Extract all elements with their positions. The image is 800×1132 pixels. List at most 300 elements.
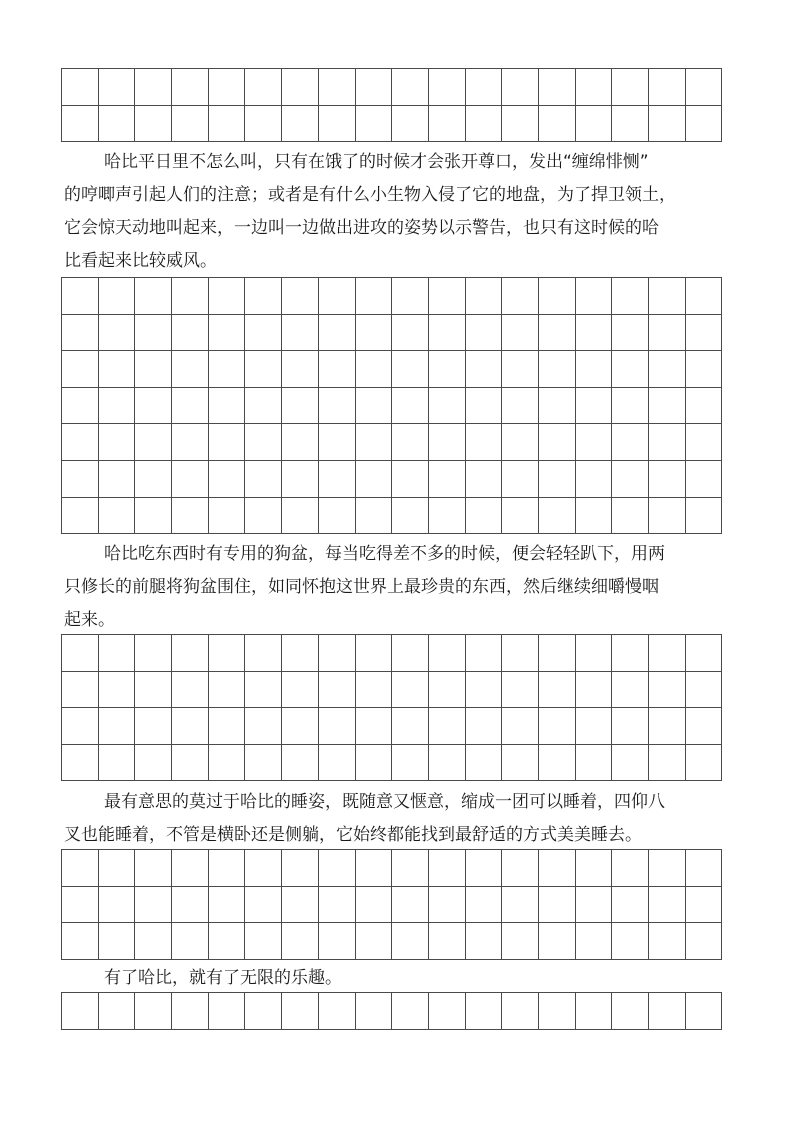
grid-cell[interactable] [355, 635, 392, 672]
grid-cell[interactable] [98, 314, 135, 351]
grid-cell[interactable] [502, 708, 539, 745]
grid-cell[interactable] [538, 635, 575, 672]
grid-cell[interactable] [208, 351, 245, 388]
grid-cell[interactable] [355, 708, 392, 745]
grid-cell[interactable] [318, 708, 355, 745]
grid-cell[interactable] [502, 635, 539, 672]
grid-cell[interactable] [575, 278, 612, 315]
grid-cell[interactable] [245, 744, 282, 781]
grid-cell[interactable] [172, 850, 209, 887]
grid-cell[interactable] [428, 105, 465, 142]
grid-cell[interactable] [649, 635, 686, 672]
grid-cell[interactable] [538, 424, 575, 461]
grid-cell[interactable] [649, 69, 686, 106]
grid-cell[interactable] [392, 105, 429, 142]
grid-cell[interactable] [135, 278, 172, 315]
grid-cell[interactable] [62, 993, 99, 1030]
grid-cell[interactable] [245, 886, 282, 923]
grid-cell[interactable] [282, 387, 319, 424]
grid-cell[interactable] [392, 460, 429, 497]
grid-cell[interactable] [98, 886, 135, 923]
grid-cell[interactable] [685, 744, 722, 781]
grid-cell[interactable] [685, 314, 722, 351]
grid-cell[interactable] [649, 886, 686, 923]
grid-cell[interactable] [208, 460, 245, 497]
grid-cell[interactable] [355, 671, 392, 708]
grid-cell[interactable] [649, 105, 686, 142]
grid-cell[interactable] [612, 850, 649, 887]
grid-cell[interactable] [392, 744, 429, 781]
grid-cell[interactable] [98, 460, 135, 497]
grid-cell[interactable] [575, 69, 612, 106]
grid-cell[interactable] [649, 708, 686, 745]
grid-cell[interactable] [208, 424, 245, 461]
grid-cell[interactable] [538, 387, 575, 424]
grid-cell[interactable] [685, 424, 722, 461]
grid-cell[interactable] [135, 993, 172, 1030]
grid-cell[interactable] [355, 850, 392, 887]
grid-cell[interactable] [428, 69, 465, 106]
grid-cell[interactable] [245, 671, 282, 708]
grid-cell[interactable] [98, 351, 135, 388]
grid-cell[interactable] [612, 744, 649, 781]
grid-cell[interactable] [172, 993, 209, 1030]
grid-cell[interactable] [575, 105, 612, 142]
grid-cell[interactable] [98, 635, 135, 672]
grid-cell[interactable] [172, 671, 209, 708]
grid-cell[interactable] [575, 460, 612, 497]
grid-cell[interactable] [465, 635, 502, 672]
grid-cell[interactable] [135, 387, 172, 424]
grid-cell[interactable] [685, 850, 722, 887]
grid-cell[interactable] [685, 278, 722, 315]
grid-cell[interactable] [392, 708, 429, 745]
grid-cell[interactable] [538, 886, 575, 923]
grid-cell[interactable] [685, 671, 722, 708]
grid-cell[interactable] [318, 351, 355, 388]
grid-cell[interactable] [208, 314, 245, 351]
grid-cell[interactable] [318, 460, 355, 497]
grid-cell[interactable] [318, 635, 355, 672]
grid-cell[interactable] [172, 105, 209, 142]
grid-cell[interactable] [355, 387, 392, 424]
grid-cell[interactable] [172, 460, 209, 497]
grid-cell[interactable] [392, 635, 429, 672]
grid-cell[interactable] [62, 460, 99, 497]
grid-cell[interactable] [428, 886, 465, 923]
grid-cell[interactable] [465, 923, 502, 960]
grid-cell[interactable] [465, 387, 502, 424]
grid-cell[interactable] [685, 387, 722, 424]
grid-cell[interactable] [465, 424, 502, 461]
grid-cell[interactable] [318, 886, 355, 923]
grid-cell[interactable] [318, 105, 355, 142]
grid-cell[interactable] [538, 105, 575, 142]
grid-cell[interactable] [575, 635, 612, 672]
grid-cell[interactable] [428, 278, 465, 315]
grid-cell[interactable] [62, 497, 99, 534]
grid-cell[interactable] [62, 708, 99, 745]
grid-cell[interactable] [245, 497, 282, 534]
grid-cell[interactable] [135, 744, 172, 781]
grid-cell[interactable] [685, 993, 722, 1030]
grid-cell[interactable] [392, 387, 429, 424]
grid-cell[interactable] [649, 671, 686, 708]
grid-cell[interactable] [208, 708, 245, 745]
grid-cell[interactable] [282, 923, 319, 960]
grid-cell[interactable] [649, 744, 686, 781]
grid-cell[interactable] [98, 278, 135, 315]
grid-cell[interactable] [465, 708, 502, 745]
grid-cell[interactable] [318, 850, 355, 887]
grid-cell[interactable] [612, 708, 649, 745]
grid-cell[interactable] [428, 850, 465, 887]
grid-cell[interactable] [98, 850, 135, 887]
grid-cell[interactable] [538, 923, 575, 960]
grid-cell[interactable] [282, 886, 319, 923]
grid-cell[interactable] [135, 850, 172, 887]
grid-cell[interactable] [612, 387, 649, 424]
grid-cell[interactable] [282, 671, 319, 708]
grid-cell[interactable] [98, 69, 135, 106]
grid-cell[interactable] [245, 708, 282, 745]
grid-cell[interactable] [282, 993, 319, 1030]
grid-cell[interactable] [428, 635, 465, 672]
grid-cell[interactable] [282, 850, 319, 887]
grid-cell[interactable] [685, 635, 722, 672]
grid-cell[interactable] [135, 708, 172, 745]
grid-cell[interactable] [612, 69, 649, 106]
grid-cell[interactable] [392, 69, 429, 106]
grid-cell[interactable] [245, 387, 282, 424]
grid-cell[interactable] [62, 850, 99, 887]
grid-cell[interactable] [649, 351, 686, 388]
grid-cell[interactable] [575, 886, 612, 923]
grid-cell[interactable] [135, 671, 172, 708]
grid-cell[interactable] [98, 708, 135, 745]
grid-cell[interactable] [428, 993, 465, 1030]
grid-cell[interactable] [538, 744, 575, 781]
grid-cell[interactable] [502, 744, 539, 781]
grid-cell[interactable] [392, 886, 429, 923]
grid-cell[interactable] [318, 387, 355, 424]
grid-cell[interactable] [172, 923, 209, 960]
grid-cell[interactable] [245, 278, 282, 315]
grid-cell[interactable] [428, 497, 465, 534]
grid-cell[interactable] [649, 424, 686, 461]
grid-cell[interactable] [575, 497, 612, 534]
grid-cell[interactable] [465, 744, 502, 781]
grid-cell[interactable] [649, 993, 686, 1030]
grid-cell[interactable] [502, 314, 539, 351]
grid-cell[interactable] [428, 387, 465, 424]
grid-cell[interactable] [575, 314, 612, 351]
grid-cell[interactable] [208, 993, 245, 1030]
grid-cell[interactable] [502, 69, 539, 106]
grid-cell[interactable] [685, 69, 722, 106]
grid-cell[interactable] [98, 993, 135, 1030]
grid-cell[interactable] [465, 993, 502, 1030]
grid-cell[interactable] [62, 424, 99, 461]
grid-cell[interactable] [135, 314, 172, 351]
grid-cell[interactable] [575, 671, 612, 708]
grid-cell[interactable] [465, 671, 502, 708]
grid-cell[interactable] [135, 886, 172, 923]
grid-cell[interactable] [575, 923, 612, 960]
grid-cell[interactable] [392, 671, 429, 708]
grid-cell[interactable] [208, 69, 245, 106]
grid-cell[interactable] [685, 351, 722, 388]
grid-cell[interactable] [135, 460, 172, 497]
grid-cell[interactable] [135, 351, 172, 388]
grid-cell[interactable] [465, 278, 502, 315]
grid-cell[interactable] [392, 314, 429, 351]
grid-cell[interactable] [245, 424, 282, 461]
grid-cell[interactable] [62, 886, 99, 923]
grid-cell[interactable] [282, 497, 319, 534]
grid-cell[interactable] [612, 314, 649, 351]
grid-cell[interactable] [282, 635, 319, 672]
grid-cell[interactable] [355, 460, 392, 497]
grid-cell[interactable] [428, 671, 465, 708]
grid-cell[interactable] [538, 351, 575, 388]
grid-cell[interactable] [135, 424, 172, 461]
grid-cell[interactable] [355, 314, 392, 351]
grid-cell[interactable] [98, 424, 135, 461]
grid-cell[interactable] [685, 923, 722, 960]
grid-cell[interactable] [465, 351, 502, 388]
grid-cell[interactable] [355, 69, 392, 106]
grid-cell[interactable] [355, 424, 392, 461]
grid-cell[interactable] [245, 923, 282, 960]
grid-cell[interactable] [612, 424, 649, 461]
grid-cell[interactable] [282, 708, 319, 745]
grid-cell[interactable] [392, 497, 429, 534]
grid-cell[interactable] [612, 923, 649, 960]
grid-cell[interactable] [612, 351, 649, 388]
grid-cell[interactable] [282, 105, 319, 142]
grid-cell[interactable] [98, 105, 135, 142]
grid-cell[interactable] [245, 69, 282, 106]
grid-cell[interactable] [282, 69, 319, 106]
grid-cell[interactable] [318, 671, 355, 708]
grid-cell[interactable] [612, 635, 649, 672]
grid-cell[interactable] [685, 708, 722, 745]
grid-cell[interactable] [98, 387, 135, 424]
grid-cell[interactable] [392, 424, 429, 461]
grid-cell[interactable] [135, 497, 172, 534]
grid-cell[interactable] [282, 424, 319, 461]
grid-cell[interactable] [465, 105, 502, 142]
grid-cell[interactable] [392, 278, 429, 315]
grid-cell[interactable] [98, 923, 135, 960]
grid-cell[interactable] [318, 923, 355, 960]
grid-cell[interactable] [428, 460, 465, 497]
grid-cell[interactable] [428, 351, 465, 388]
grid-cell[interactable] [172, 497, 209, 534]
grid-cell[interactable] [538, 850, 575, 887]
grid-cell[interactable] [538, 460, 575, 497]
grid-cell[interactable] [575, 993, 612, 1030]
grid-cell[interactable] [98, 744, 135, 781]
grid-cell[interactable] [62, 314, 99, 351]
grid-cell[interactable] [502, 886, 539, 923]
grid-cell[interactable] [355, 278, 392, 315]
grid-cell[interactable] [318, 314, 355, 351]
grid-cell[interactable] [428, 314, 465, 351]
grid-cell[interactable] [318, 69, 355, 106]
grid-cell[interactable] [355, 105, 392, 142]
grid-cell[interactable] [502, 923, 539, 960]
grid-cell[interactable] [172, 744, 209, 781]
grid-cell[interactable] [318, 993, 355, 1030]
grid-cell[interactable] [245, 105, 282, 142]
grid-cell[interactable] [172, 387, 209, 424]
grid-cell[interactable] [282, 314, 319, 351]
grid-cell[interactable] [245, 635, 282, 672]
grid-cell[interactable] [135, 923, 172, 960]
grid-cell[interactable] [428, 744, 465, 781]
grid-cell[interactable] [135, 635, 172, 672]
grid-cell[interactable] [392, 923, 429, 960]
grid-cell[interactable] [355, 993, 392, 1030]
grid-cell[interactable] [62, 69, 99, 106]
grid-cell[interactable] [502, 351, 539, 388]
grid-cell[interactable] [392, 850, 429, 887]
grid-cell[interactable] [502, 993, 539, 1030]
grid-cell[interactable] [502, 671, 539, 708]
grid-cell[interactable] [392, 993, 429, 1030]
grid-cell[interactable] [649, 314, 686, 351]
grid-cell[interactable] [98, 671, 135, 708]
grid-cell[interactable] [245, 314, 282, 351]
grid-cell[interactable] [172, 69, 209, 106]
grid-cell[interactable] [538, 993, 575, 1030]
grid-cell[interactable] [465, 314, 502, 351]
grid-cell[interactable] [62, 671, 99, 708]
grid-cell[interactable] [282, 351, 319, 388]
grid-cell[interactable] [575, 351, 612, 388]
grid-cell[interactable] [355, 351, 392, 388]
grid-cell[interactable] [685, 105, 722, 142]
grid-cell[interactable] [318, 744, 355, 781]
grid-cell[interactable] [208, 671, 245, 708]
grid-cell[interactable] [502, 850, 539, 887]
grid-cell[interactable] [355, 497, 392, 534]
grid-cell[interactable] [172, 278, 209, 315]
grid-cell[interactable] [575, 708, 612, 745]
grid-cell[interactable] [649, 497, 686, 534]
grid-cell[interactable] [172, 424, 209, 461]
grid-cell[interactable] [502, 424, 539, 461]
grid-cell[interactable] [208, 744, 245, 781]
grid-cell[interactable] [538, 69, 575, 106]
grid-cell[interactable] [612, 278, 649, 315]
grid-cell[interactable] [575, 387, 612, 424]
grid-cell[interactable] [245, 351, 282, 388]
grid-cell[interactable] [318, 497, 355, 534]
grid-cell[interactable] [62, 744, 99, 781]
grid-cell[interactable] [502, 387, 539, 424]
grid-cell[interactable] [208, 278, 245, 315]
grid-cell[interactable] [502, 105, 539, 142]
grid-cell[interactable] [208, 923, 245, 960]
grid-cell[interactable] [208, 850, 245, 887]
grid-cell[interactable] [649, 460, 686, 497]
grid-cell[interactable] [649, 387, 686, 424]
grid-cell[interactable] [612, 460, 649, 497]
grid-cell[interactable] [392, 351, 429, 388]
grid-cell[interactable] [502, 278, 539, 315]
grid-cell[interactable] [575, 424, 612, 461]
grid-cell[interactable] [538, 314, 575, 351]
grid-cell[interactable] [282, 278, 319, 315]
grid-cell[interactable] [612, 886, 649, 923]
grid-cell[interactable] [465, 850, 502, 887]
grid-cell[interactable] [62, 923, 99, 960]
grid-cell[interactable] [208, 497, 245, 534]
grid-cell[interactable] [62, 278, 99, 315]
grid-cell[interactable] [172, 351, 209, 388]
grid-cell[interactable] [575, 850, 612, 887]
grid-cell[interactable] [538, 708, 575, 745]
grid-cell[interactable] [428, 424, 465, 461]
grid-cell[interactable] [685, 460, 722, 497]
grid-cell[interactable] [172, 314, 209, 351]
grid-cell[interactable] [208, 886, 245, 923]
grid-cell[interactable] [612, 993, 649, 1030]
grid-cell[interactable] [318, 424, 355, 461]
grid-cell[interactable] [62, 105, 99, 142]
grid-cell[interactable] [465, 460, 502, 497]
grid-cell[interactable] [575, 744, 612, 781]
grid-cell[interactable] [62, 351, 99, 388]
grid-cell[interactable] [62, 635, 99, 672]
grid-cell[interactable] [649, 278, 686, 315]
grid-cell[interactable] [685, 497, 722, 534]
grid-cell[interactable] [355, 744, 392, 781]
grid-cell[interactable] [318, 278, 355, 315]
grid-cell[interactable] [612, 671, 649, 708]
grid-cell[interactable] [282, 460, 319, 497]
grid-cell[interactable] [649, 923, 686, 960]
grid-cell[interactable] [135, 105, 172, 142]
grid-cell[interactable] [62, 387, 99, 424]
grid-cell[interactable] [245, 850, 282, 887]
grid-cell[interactable] [428, 708, 465, 745]
grid-cell[interactable] [612, 105, 649, 142]
grid-cell[interactable] [172, 708, 209, 745]
grid-cell[interactable] [172, 886, 209, 923]
grid-cell[interactable] [172, 635, 209, 672]
grid-cell[interactable] [538, 671, 575, 708]
grid-cell[interactable] [465, 497, 502, 534]
grid-cell[interactable] [208, 387, 245, 424]
grid-cell[interactable] [282, 744, 319, 781]
grid-cell[interactable] [98, 497, 135, 534]
grid-cell[interactable] [245, 460, 282, 497]
grid-cell[interactable] [208, 635, 245, 672]
grid-cell[interactable] [649, 850, 686, 887]
grid-cell[interactable] [685, 886, 722, 923]
grid-cell[interactable] [465, 69, 502, 106]
grid-cell[interactable] [538, 497, 575, 534]
grid-cell[interactable] [355, 923, 392, 960]
grid-cell[interactable] [135, 69, 172, 106]
grid-cell[interactable] [538, 278, 575, 315]
grid-cell[interactable] [612, 497, 649, 534]
grid-cell[interactable] [355, 886, 392, 923]
